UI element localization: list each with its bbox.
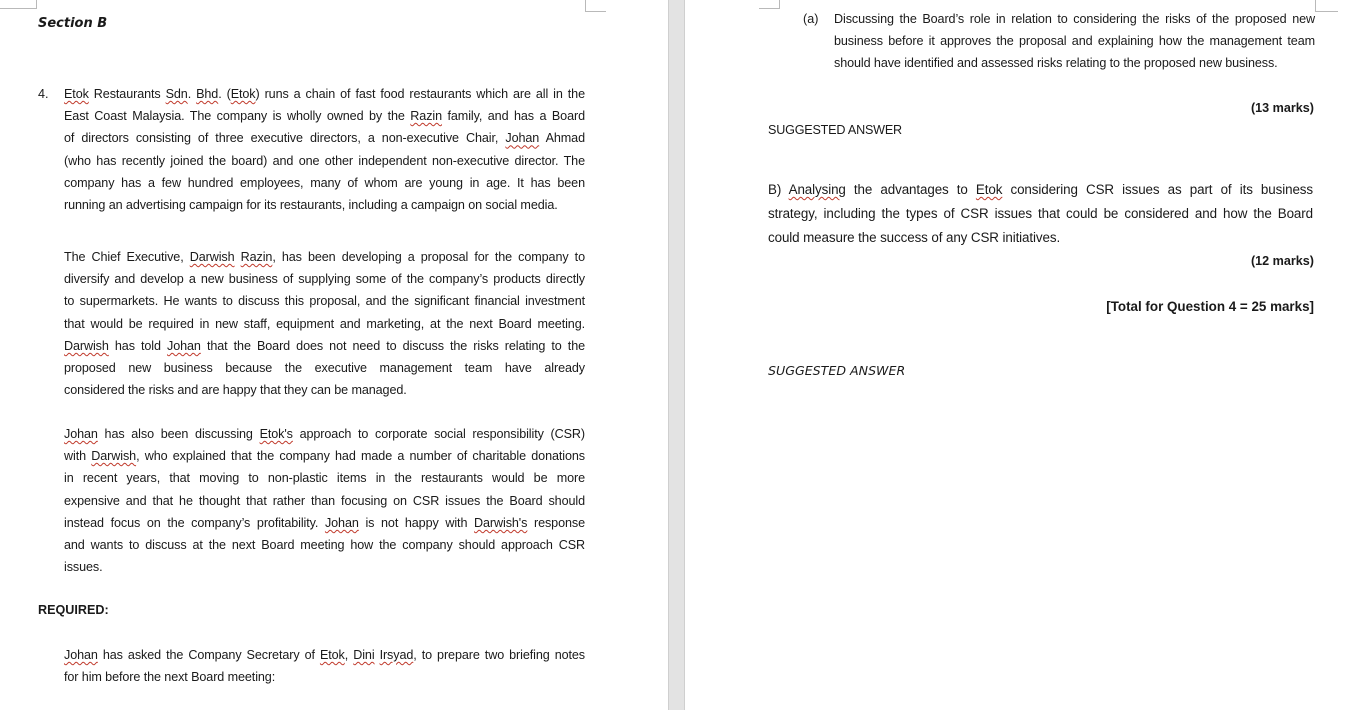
text-line: [64, 335, 585, 357]
text-line: [64, 127, 585, 149]
page-corner-mark: [0, 0, 37, 9]
text-line: [64, 490, 585, 512]
text-run: in recent years, that moving to non-plastic items in the restaurants would be more: [64, 471, 585, 486]
text-run: ,: [344, 648, 354, 662]
text-run: running an advertising campaign for its restaurants, including a campaign on social media.: [64, 198, 558, 213]
text-run: issues.: [64, 560, 103, 575]
text-run: that would be required in new staff, equipment and marketing, at the next Board meeting.: [64, 316, 585, 331]
flagged-word: Dini: [353, 648, 375, 662]
text-line: [64, 172, 585, 194]
text-run: considering CSR issues as part of its business: [1002, 182, 1313, 197]
flagged-word: Johan: [324, 515, 359, 530]
text-line: [768, 178, 1313, 202]
text-run: proposed new business because the executive management team have already: [64, 361, 585, 376]
question-paragraph: [64, 246, 585, 401]
text-line: [64, 290, 585, 312]
text-line: [64, 194, 585, 216]
question-paragraph: [64, 423, 585, 578]
flagged-word: Johan: [167, 338, 201, 353]
text-run: ) runs a chain of fast food restaurants which are all in the: [255, 87, 585, 101]
flagged-word: Etok: [319, 648, 345, 662]
text-line: [768, 202, 1313, 226]
flagged-word: Etok: [230, 87, 256, 101]
text-line: [64, 83, 585, 105]
flagged-word: Bhd: [196, 87, 219, 101]
page-corner-mark: [759, 0, 780, 9]
document-page-left: [0, 0, 668, 710]
part-b-text: [768, 178, 1313, 250]
text-run: has told: [108, 338, 168, 353]
text-line: [64, 512, 585, 534]
text-run: that the Board does not need to discuss the risks relating to the: [200, 338, 585, 353]
flagged-word: Johan: [64, 427, 98, 441]
section-title: Section B: [38, 16, 108, 31]
text-run: . (: [218, 87, 231, 101]
text-run: for him before the next Board meeting:: [64, 670, 276, 685]
text-run: is not happy with: [358, 515, 475, 530]
text-run: strategy, including the types of CSR issues that could be considered and how the Board: [768, 206, 1313, 221]
total-marks: [Total for Question 4 = 25 marks]: [1106, 299, 1314, 314]
text-line: [64, 445, 585, 467]
text-line: should have identified and assessed risks relating to the proposed new business.: [834, 56, 1278, 71]
text-run: considered the risks and are happy that they can be managed.: [64, 383, 407, 398]
text-run: with: [64, 449, 92, 464]
text-line: [64, 105, 585, 127]
flagged-word: Johan: [64, 648, 98, 662]
text-run: has also been discussing: [97, 427, 260, 441]
text-run: has asked the Company Secretary of: [97, 648, 320, 662]
text-line: [64, 268, 585, 290]
flagged-word: Razin: [240, 250, 273, 264]
text-run: The Chief Executive,: [64, 250, 190, 264]
part-b-marks: (12 marks): [1250, 254, 1314, 268]
document-page-right: [685, 0, 1369, 710]
flagged-word: Darwish: [64, 338, 109, 353]
question-number: 4.: [38, 87, 49, 101]
text-line: [64, 467, 585, 489]
text-line: [64, 666, 585, 688]
text-line: [64, 246, 585, 268]
flagged-word: Razin: [410, 109, 442, 124]
required-label: REQUIRED:: [38, 603, 109, 617]
flagged-word: Analysing: [788, 182, 846, 197]
text-run: , to prepare two briefing notes: [413, 648, 586, 662]
part-a-label: (a): [803, 12, 819, 26]
text-run: (who has recently joined the board) and one other independent non-executive director. The: [64, 153, 585, 168]
text-run: instead focus on the company’s profitability.: [64, 515, 325, 530]
flagged-word: Etok: [64, 87, 89, 101]
text-run: B): [768, 182, 789, 197]
text-line: business before it approves the proposal and explaining how the management team: [834, 34, 1315, 49]
text-run: expensive and that he thought that rather than focusing on CSR issues the Board should: [64, 493, 585, 508]
part-a-marks: (13 marks): [1250, 101, 1314, 115]
page-gutter: [668, 0, 685, 710]
page-corner-mark: [585, 0, 606, 12]
text-line: [64, 150, 585, 172]
text-line: Discussing the Board’s role in relation to considering the risks of the proposed new: [834, 12, 1315, 26]
text-run: to supermarkets. He wants to discuss this proposal, and the significant financial investment: [64, 294, 585, 309]
text-run: Restaurants: [88, 87, 166, 101]
text-line: [64, 379, 585, 401]
text-run: , has been developing a proposal for the company to: [272, 250, 585, 264]
part-a-text: [834, 8, 1315, 75]
question-paragraph: [64, 83, 585, 216]
text-run: of directors consisting of three executive directors, a non-executive Chair,: [64, 131, 506, 146]
text-line: [64, 556, 585, 578]
text-line: [768, 226, 1313, 250]
flagged-word: Irsyad: [379, 648, 414, 662]
page-corner-mark: [1315, 0, 1338, 12]
required-paragraph: [64, 644, 585, 688]
text-run: East Coast Malaysia. The company is wholly owned by the: [64, 109, 411, 124]
text-run: company has a few hundred employees, many of whom are young in age. It has been: [64, 175, 585, 190]
flagged-word: Etok: [975, 182, 1003, 197]
flagged-word: Darwish's: [474, 515, 528, 530]
text-run: Ahmad: [539, 131, 585, 146]
flagged-word: Darwish: [91, 449, 137, 464]
suggested-answer-heading: SUGGESTED ANSWER: [768, 123, 902, 137]
flagged-word: Etok's: [259, 427, 293, 441]
text-run: could measure the success of any CSR initiatives.: [768, 230, 1061, 245]
text-run: family, and has a Board: [442, 109, 585, 124]
flagged-word: Darwish: [189, 250, 235, 264]
text-line: [64, 423, 585, 445]
text-run: the advantages to: [845, 182, 976, 197]
text-line: [64, 534, 585, 556]
text-line: [64, 313, 585, 335]
flagged-word: Sdn: [165, 87, 188, 101]
text-line: [64, 357, 585, 379]
text-line: [64, 644, 585, 666]
text-run: and wants to discuss at the next Board meeting how the company should approach CSR: [64, 538, 585, 553]
text-run: diversify and develop a new business of supplying some of the company’s products directly: [64, 272, 585, 287]
flagged-word: Johan: [505, 131, 540, 146]
text-run: , who explained that the company had made a number of charitable donations: [136, 449, 585, 464]
text-run: approach to corporate social responsibility (CSR): [292, 427, 585, 441]
text-run: response: [527, 515, 585, 530]
text-run: .: [187, 87, 197, 101]
suggested-answer-heading-italic: SUGGESTED ANSWER: [768, 363, 906, 378]
